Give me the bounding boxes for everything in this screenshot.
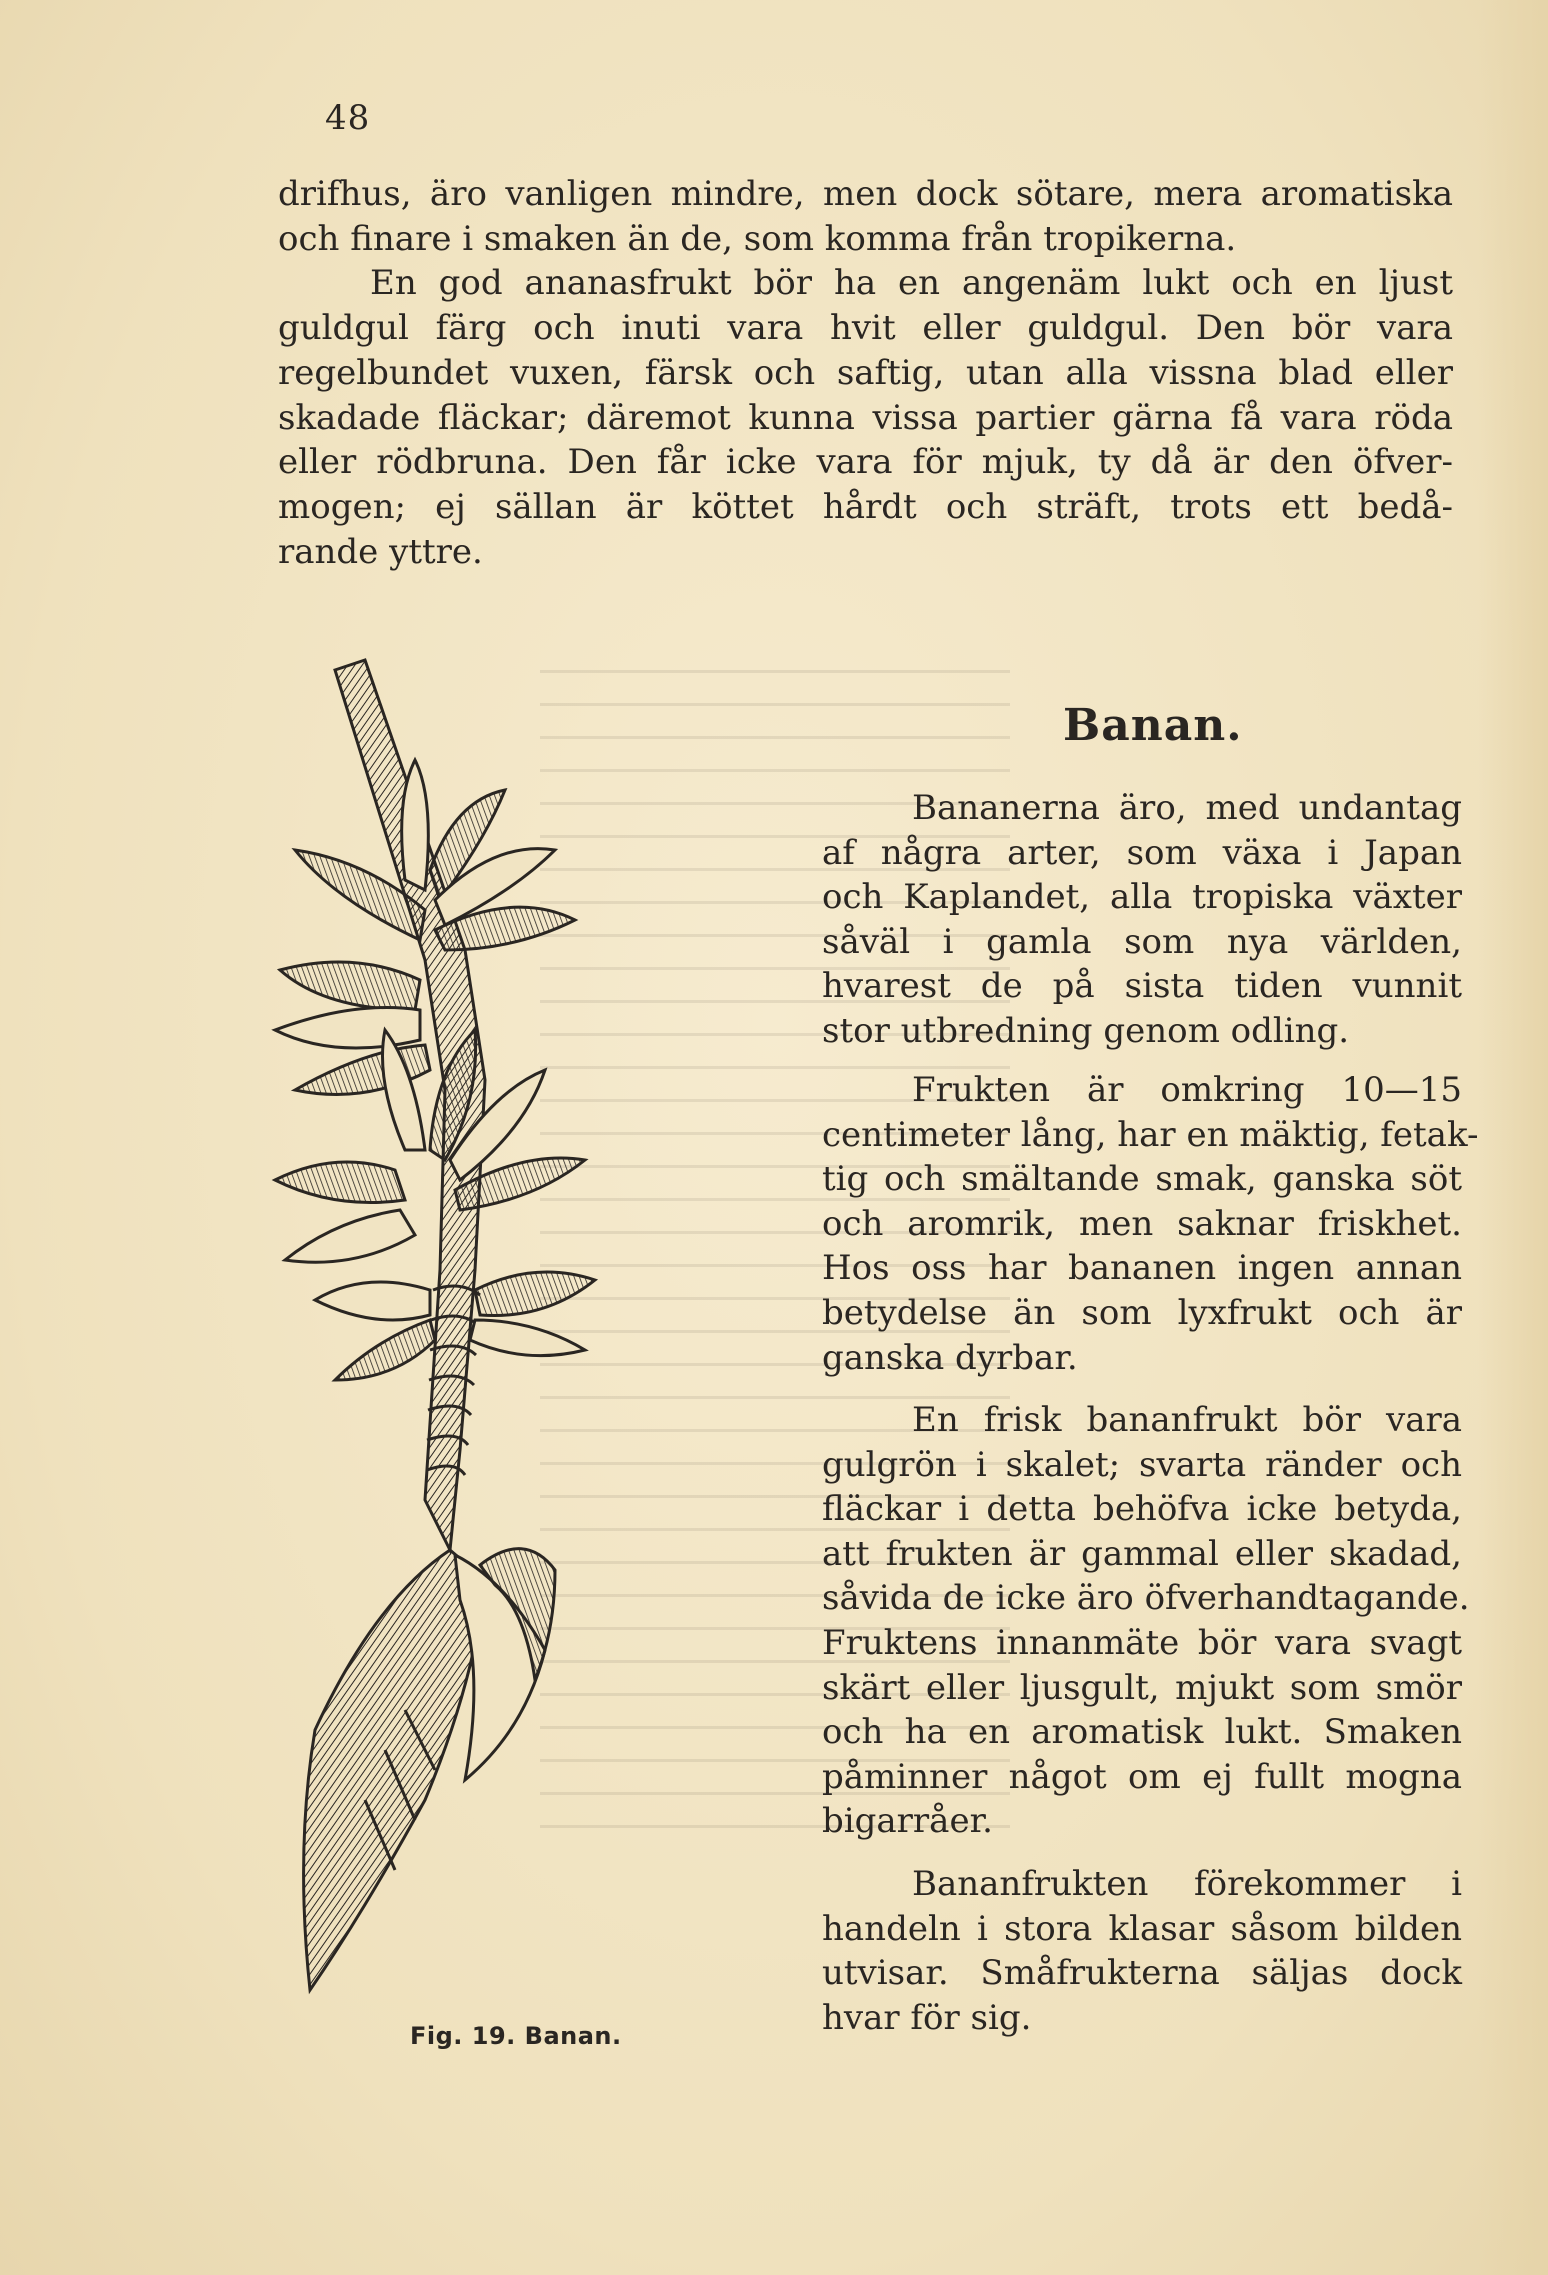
text-line: såvida de icke äro öfverhandtagande. xyxy=(822,1578,1470,1619)
text-line: eller rödbruna. Den får icke vara för mjuk, ty då är den öfver- xyxy=(278,442,1453,483)
flower-bud xyxy=(304,1549,555,1990)
text-line: rande yttre. xyxy=(278,531,483,572)
text-line: Bananerna äro, med undantag xyxy=(912,788,1462,828)
text-line: bigarråer. xyxy=(822,1801,993,1842)
text-line: påminner något om ej fullt mogna xyxy=(822,1756,1462,1797)
text-line: stor utbredning genom odling. xyxy=(822,1010,1350,1051)
page-edge-shadow xyxy=(1478,0,1548,2275)
text-line: fläckar i detta behöfva icke betyda, xyxy=(822,1489,1462,1530)
text-line: En god ananasfrukt bör ha en angenäm lukt och en ljust xyxy=(370,263,1453,304)
paragraph-2 xyxy=(822,1068,1479,1380)
intro-paragraph xyxy=(278,172,1453,574)
text-line: handeln i stora klasar såsom bilden xyxy=(822,1908,1462,1949)
text-line: betydelse än som lyxfrukt och är xyxy=(822,1292,1462,1333)
paragraph-3 xyxy=(822,1398,1470,1844)
text-line: såväl i gamla som nya världen, xyxy=(822,921,1462,962)
text-line: skadade fläckar; däremot kunna vissa partier gärna få vara röda xyxy=(278,397,1453,438)
text-line: tig och smältande smak, ganska söt xyxy=(822,1159,1462,1200)
text-line: drifhus, äro vanligen mindre, men dock sötare, mera aromatiska xyxy=(278,174,1453,214)
text-line: och ha en aromatisk lukt. Smaken xyxy=(822,1712,1462,1753)
section-title: Banan. xyxy=(1063,700,1243,751)
text-line: hvar för sig. xyxy=(822,1997,1032,2038)
text-line: och aromrik, men saknar friskhet. xyxy=(822,1203,1462,1244)
text-line: En frisk bananfrukt bör vara xyxy=(912,1400,1462,1440)
text-line: hvarest de på sista tiden vunnit xyxy=(822,966,1462,1007)
figure-caption: Fig. 19. Banan. xyxy=(410,2022,622,2050)
text-line: Frukten är omkring 10—15 xyxy=(912,1070,1462,1110)
text-line: och Kaplandet, alla tropiska växter xyxy=(822,877,1462,918)
text-line: ganska dyrbar. xyxy=(822,1337,1078,1378)
text-line: mogen; ej sällan är köttet hårdt och sträft, trots ett bedå- xyxy=(278,486,1453,527)
text-line: och finare i smaken än de, som komma från tropikerna. xyxy=(278,218,1237,259)
text-line: gulgrön i skalet; svarta ränder och xyxy=(822,1444,1462,1485)
text-line: utvisar. Småfrukterna säljas dock xyxy=(822,1953,1462,1994)
text-line: af några arter, som växa i Japan xyxy=(822,832,1462,873)
paragraph-4 xyxy=(822,1862,1462,2040)
text-line: att frukten är gammal eller skadad, xyxy=(822,1533,1462,1574)
text-line: skärt eller ljusgult, mjukt som smör xyxy=(822,1667,1462,1708)
text-line: Fruktens innanmäte bör vara svagt xyxy=(822,1622,1462,1663)
banana-illustration xyxy=(255,650,795,2030)
text-line: Hos oss har bananen ingen annan xyxy=(822,1248,1462,1289)
page-number: 48 xyxy=(325,98,371,138)
text-line: Bananfrukten förekommer i xyxy=(912,1864,1462,1904)
text-line: centimeter lång, har en mäktig, fetak- xyxy=(822,1114,1479,1155)
text-line: regelbundet vuxen, färsk och saftig, utan alla vissna blad eller xyxy=(278,352,1453,393)
paragraph-1 xyxy=(822,786,1462,1054)
text-line: guldgul färg och inuti vara hvit eller guldgul. Den bör vara xyxy=(278,308,1453,349)
